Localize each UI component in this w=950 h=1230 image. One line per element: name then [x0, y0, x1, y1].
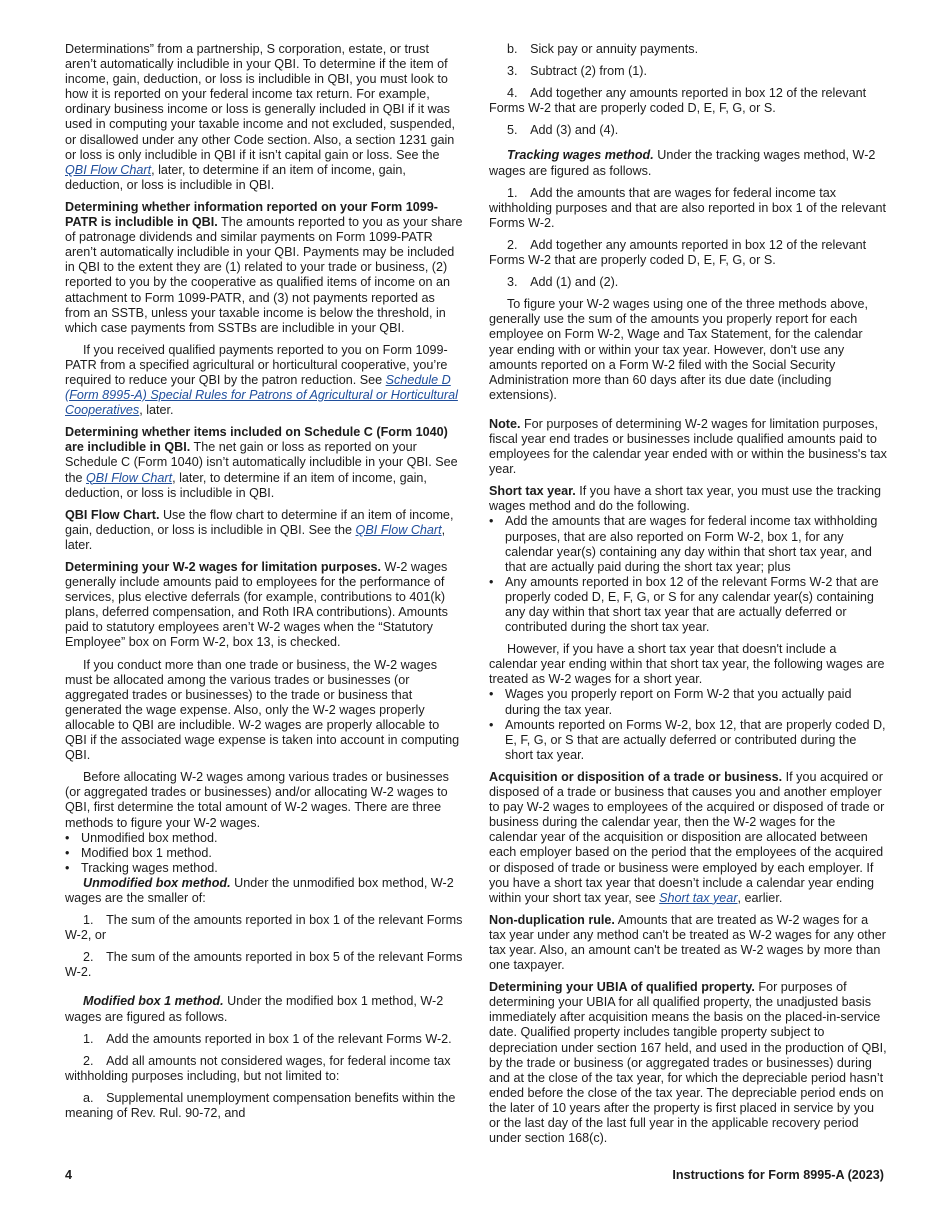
paragraph-text: If you acquired or disposed of a trade or business that causes you and another employer to pay W-2 wages to employees of the acquired or disposed of trade or business during the calendar year, then the W-2 wages for the calendar year of the acquisition or disposition are allocated between each employer based on the period that the employees of the acquired or disposed of trade or business were employed by each employer. If you have a short tax year that doesn’t include a calendar year ending within your short tax year, see	[489, 769, 885, 905]
short-tax-year-link[interactable]: Short tax year	[659, 890, 738, 905]
section-heading: Unmodified box method.	[83, 875, 231, 890]
paragraph-tracking-wages	[489, 148, 887, 178]
section-heading: Determining your W-2 wages for limitation purposes.	[65, 560, 382, 574]
section-heading: Determining your UBIA of qualified property.	[489, 980, 755, 995]
step-item: 1. Add the amounts that are wages for federal income tax withholding purposes and that are also reported in box 1 of the relevant Forms W-2.	[489, 185, 886, 230]
paragraph-text: Under the modified box 1 method, W-2 wages are figured as follows.	[65, 994, 444, 1024]
paragraph-text: If you received qualified payments reported to you on Form 1099-PATR from a specified agricultural or horticultural cooperative, you’re required to reduce your QBI by the patron reduction. See	[65, 342, 448, 387]
schedule-d-link[interactable]: Schedule D (Form 8995-A) Special Rules for Patrons of Agricultural or Horticultural Cooperatives	[65, 372, 458, 418]
section-heading: Short tax year.	[489, 484, 576, 499]
step-item: a. Supplemental unemployment compensation benefits within the meaning of Rev. Rul. 90-72, and	[65, 1090, 456, 1120]
section-heading: QBI Flow Chart.	[65, 507, 160, 522]
section-heading: Modified box 1 method.	[83, 994, 224, 1009]
step-item: 4. Add together any amounts reported in box 12 of the relevant Forms W-2 that are properly coded D, E, F, G, or S.	[489, 86, 867, 116]
paragraph-three-methods: Before allocating W-2 wages among various trades or businesses (or aggregated trades or businesses) and/or allocating W-2 wages to QBI, first determine the total amount of W-2 wages. There are three methods to figure your W-2 wages.	[65, 770, 449, 830]
qbi-flow-chart-link[interactable]: QBI Flow Chart	[355, 522, 442, 537]
paragraph-ubia	[489, 980, 887, 1146]
paragraph-text: Amounts that are treated as W-2 wages for a tax year under any method can't be treated as W-2 wages for any other tax year. Also, an amount can't be treated as W-2 wages by more than one taxpayer.	[489, 912, 886, 973]
step-item: 5. Add (3) and (4).	[507, 123, 619, 138]
qbi-flow-chart-link[interactable]: QBI Flow Chart	[86, 470, 173, 485]
paragraph-text: , later.	[139, 403, 174, 418]
paragraph-1099-patr	[65, 200, 463, 336]
paragraph-unmodified-box	[65, 876, 463, 906]
list-item	[65, 846, 463, 861]
paragraph-allocation: If you conduct more than one trade or business, the W-2 wages must be allocated among the various trades or businesses (or aggregated trades or businesses) to the trade or business that generated the wage expense. Also, only the W-2 wages properly allocable to QBI are includible. W-2 wages are properly allocable to QBI if the associated wage expense is taken into account in computing QBI.	[65, 657, 460, 763]
step-item: 1. Add the amounts reported in box 1 of the relevant Forms W-2.	[83, 1031, 452, 1046]
paragraph-note	[489, 417, 887, 477]
right-column	[489, 42, 887, 1153]
bullet-icon: •	[489, 514, 494, 529]
paragraph-acquisition	[489, 770, 887, 906]
paragraph-figure-wages: To figure your W-2 wages using one of the three methods above, generally use the sum of the amounts you properly report for each employee on Form W-2, Wage and Tax Statement, for the calendar year ending with or within your tax year. However, don't use any amounts reported on a Form W-2 filed with the Social Security Administration more than 60 days after its due date (including extensions).	[489, 297, 868, 402]
paragraph-text: , later, to determine if an item of income, gain, deduction, or loss is includible in QBI.	[65, 162, 406, 192]
bullet-icon: •	[489, 717, 494, 732]
left-column	[65, 42, 463, 1128]
methods-list	[65, 831, 463, 876]
bullet-icon: •	[489, 574, 494, 589]
list-item-text: Modified box 1 method.	[81, 845, 212, 860]
step-item: b. Sick pay or annuity payments.	[507, 42, 699, 56]
list-item	[489, 575, 887, 635]
section-heading: Non-duplication rule.	[489, 912, 615, 927]
bullet-icon: •	[65, 860, 70, 875]
list-item-text: Amounts reported on Forms W-2, box 12, that are properly coded D, E, F, G, or S that are actually deferred or contributed during the short tax year.	[505, 717, 886, 762]
paragraph-text: The amounts reported to you as your share of patronage dividends and similar payments on Form 1099-PATR aren’t automatically includible in your QBI. Payments may be included in QBI to the extent they are (1) related to your trade or business, (2) reported to you by the cooperative as qualified items of income on an attachment to Form 1099-PATR, and (3) not payments reported as from an SSTB, unless your taxable income is below the threshold, in which case payments from SSTBs are includible in your QBI.	[65, 215, 463, 335]
section-heading: Determining whether information reported on your Form 1099-PATR is includible in QBI.	[65, 199, 438, 230]
paragraph-qbi-flow-chart	[65, 508, 463, 553]
section-heading: Tracking wages method.	[507, 148, 654, 163]
paragraph-short-tax-year	[489, 484, 887, 514]
paragraph-modified-box1	[65, 994, 463, 1024]
list-item-text: Tracking wages method.	[81, 860, 218, 875]
list-item	[65, 831, 463, 846]
paragraph-determinations	[65, 42, 463, 193]
bullet-icon: •	[489, 687, 494, 702]
paragraph-text: Under the tracking wages method, W-2 wages are figured as follows.	[489, 148, 876, 178]
step-item: 2. Add together any amounts reported in box 12 of the relevant Forms W-2 that are properly coded D, E, F, G, or S.	[489, 237, 867, 268]
step-item: 2. The sum of the amounts reported in box 5 of the relevant Forms W-2.	[65, 950, 463, 980]
paragraph-short-year-wages: However, if you have a short tax year that doesn't include a calendar year ending within that short tax year, the following wages are treated as W-2 wages for a short year.	[489, 642, 885, 687]
list-item-text: Wages you properly report on Form W-2 that you actually paid during the tax year.	[505, 687, 852, 717]
paragraph-non-duplication	[489, 913, 887, 973]
section-heading: Determining whether items included on Schedule C (Form 1040) are includible in QBI.	[65, 425, 448, 455]
paragraph-text: W-2 wages generally include amounts paid to employees for the performance of services, plus elective deferrals (for example, contributions to 401(k) plans, deferred compensation, and Roth IRA contributions). Amounts paid to statutory employees aren’t W-2 wages when the “Statutory Employee” box on Form W-2, box 13, is checked.	[65, 560, 448, 650]
paragraph-text: For purposes of determining W-2 wages for limitation purposes, fiscal year end trades or businesses include qualified amounts paid to employees for the calendar year ended with or within the business's tax year.	[489, 416, 887, 477]
paragraph-w2-wages	[65, 560, 463, 651]
list-item-text: Any amounts reported in box 12 of the relevant Forms W-2 that are properly coded D, E, F, G, or S for any calendar year(s) containing any day within that short tax year that are actually deferred or contributed during the short tax year.	[505, 574, 879, 635]
list-item-text: Add the amounts that are wages for federal income tax withholding purposes, that are also reported on Form W-2, box 1, for any calendar year(s) containing any day within that short tax year, and that are actually paid during the short tax year; plus	[505, 514, 878, 574]
paragraph-text: , earlier.	[737, 890, 783, 905]
paragraph-text: , later, to determine if an item of income, gain, deduction, or loss is includible in QBI.	[65, 470, 427, 500]
bullet-icon: •	[65, 845, 70, 860]
paragraph-text: , later.	[65, 522, 446, 552]
step-item: 2. Add all amounts not considered wages, for federal income tax withholding purposes including, but not limited to:	[65, 1053, 451, 1083]
page-number: 4	[65, 1168, 73, 1182]
paragraph-text: Determinations” from a partnership, S corporation, estate, or trust aren’t automatically includible in your QBI. To determine if the item of income, gain, deduction, or loss is includible in QBI, you must look to how it is reported on your federal income tax return. For example, ordinary business income or loss is generally included in QBI if it was used in computing your taxable income and not excluded, suspended, or disallowed under any other Code section. Also, a section 1231 gain or loss is only includible in QBI if it isn’t capital gain or loss. See the	[65, 42, 455, 162]
step-item: 3. Add (1) and (2).	[507, 275, 619, 290]
paragraph-text: Under the unmodified box method, W-2 wages are the smaller of:	[65, 875, 454, 905]
paragraph-text: The net gain or loss as reported on your Schedule C (Form 1040) isn’t automatically includible in your QBI. See the	[65, 440, 458, 485]
qbi-flow-chart-link[interactable]: QBI Flow Chart	[65, 162, 152, 177]
paragraph-schedule-c	[65, 425, 463, 500]
list-item	[489, 718, 887, 763]
step-item: 3. Subtract (2) from (1).	[507, 64, 647, 79]
document-title: Instructions for Form 8995-A (2023)	[672, 1168, 884, 1182]
list-item	[65, 861, 463, 876]
list-item	[489, 687, 887, 717]
paragraph-text: Use the flow chart to determine if an item of income, gain, deduction, or loss is includible in QBI. See the	[65, 507, 454, 537]
paragraph-text: For purposes of determining your UBIA for all qualified property, the unadjusted basis immediately after acquisition means the basis on the placed-in-service date. Qualified property includes tangible property subject to depreciation under section 167 held, and used in the production of QBI, by the trade or business (or aggregated trades or businesses) during and at the close of the tax year, for which the depreciable period hasn’t ended before the close of the tax year. The depreciable period ends on the later of 10 years after the property is first placed in service by you or the last day of the last full year in the applicable recovery period under section 168(c).	[489, 980, 887, 1146]
step-item: 1. The sum of the amounts reported in box 1 of the relevant Forms W-2, or	[65, 913, 463, 943]
section-heading: Note.	[489, 416, 521, 431]
bullet-icon: •	[65, 830, 70, 845]
list-item	[489, 514, 887, 574]
paragraph-patron-reduction	[65, 343, 463, 418]
paragraph-text: If you have a short tax year, you must use the tracking wages method and do the following.	[489, 484, 882, 514]
section-heading: Acquisition or disposition of a trade or business.	[489, 769, 783, 784]
list-item-text: Unmodified box method.	[81, 830, 218, 845]
